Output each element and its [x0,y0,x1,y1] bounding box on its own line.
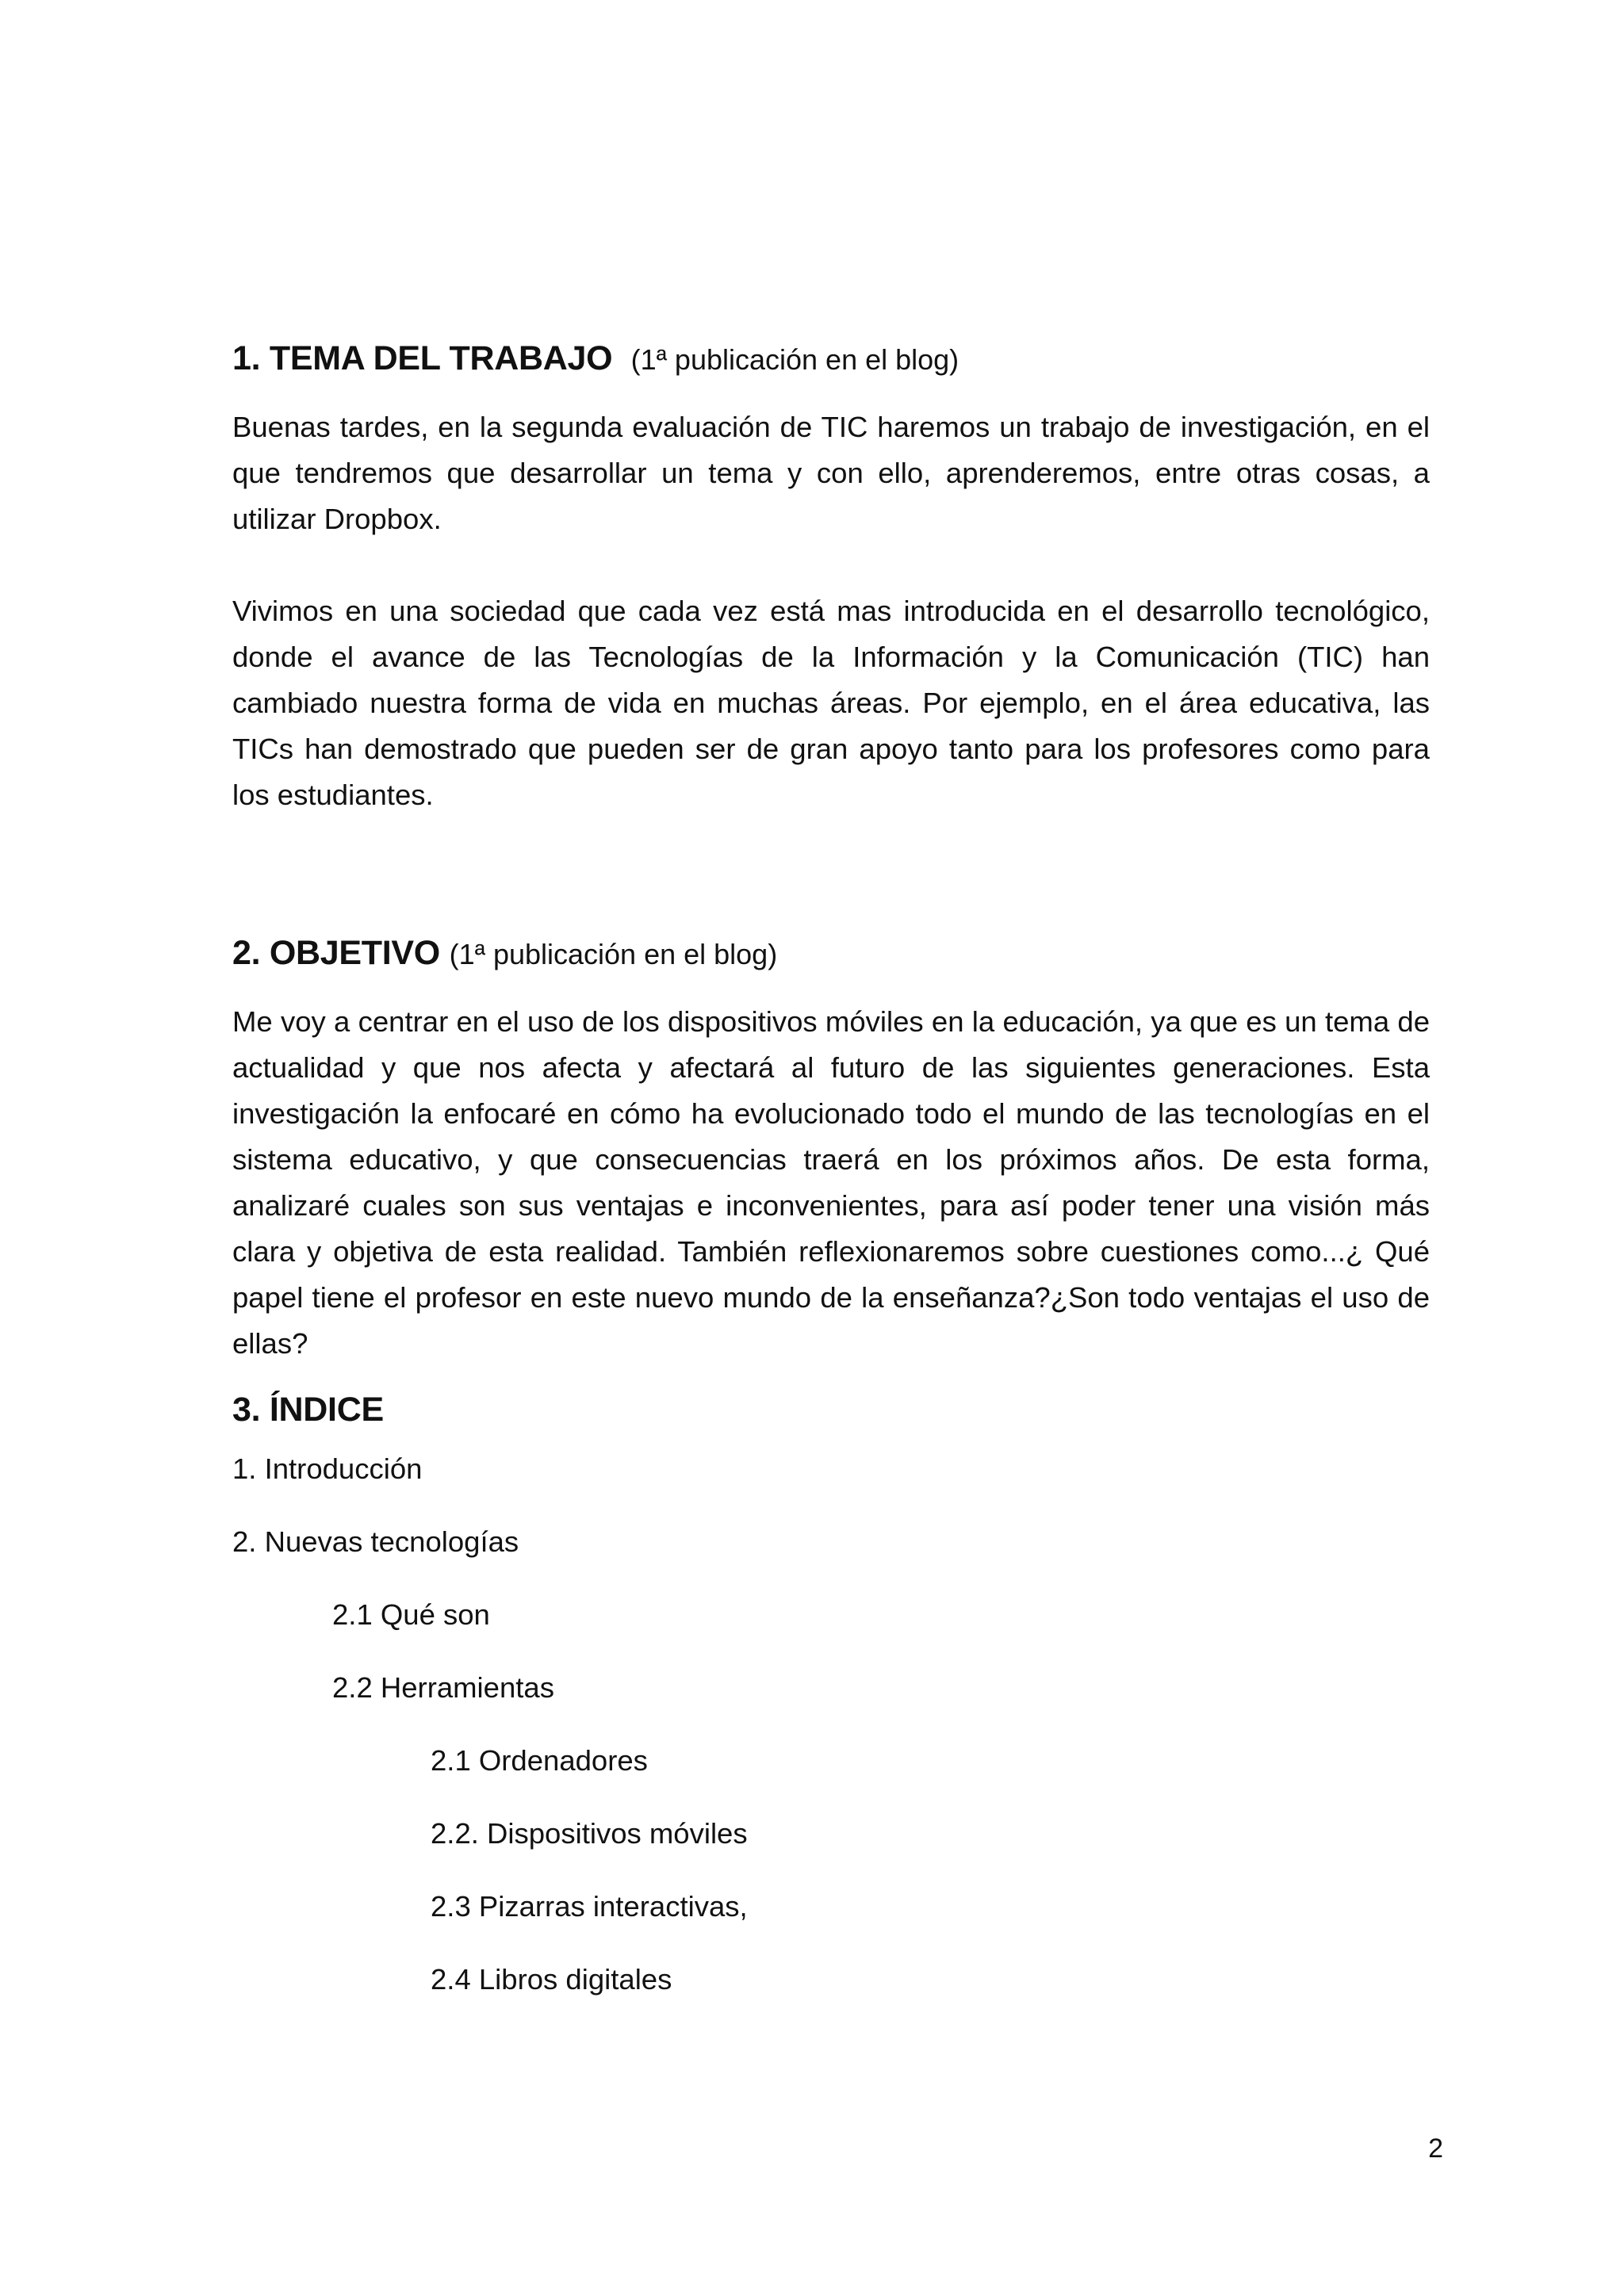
paragraph: Me voy a centrar en el uso de los dispositivos móviles en la educación, ya que es un tema de actualidad y que nos afecta y afectará al futuro de las siguientes generaciones. Esta investigación la enfocaré en cómo ha evolucionado todo el mundo de las tecnologías en el sistema educativo, y que consecuencias traerá en los próximos años. De esta forma, analizaré cuales son sus ventajas e inconvenientes, para así poder tener una visión más clara y objetiva de esta realidad. También reflexionaremos sobre cuestiones como...¿ Qué papel tiene el profesor en este nuevo mundo de la enseñanza?¿Son todo ventajas el uso de ellas? [232,1005,1430,1360]
page-number: 2 [1428,2133,1443,2164]
paragraph: Vivimos en una sociedad que cada vez está mas introducida en el desarrollo tecnológico, donde el avance de las Tecnologías de la Información y la Comunicación (TIC) han cambiado nuestra forma de vida en muchas áreas. Por ejemplo, en el área educativa, las TICs han demostrado que pueden ser de gran apoyo tanto para los profesores como para los estudiantes. [232,595,1430,811]
toc-item: 2.2 Herramientas [332,1671,554,1704]
toc-item: 1. Introducción [232,1452,423,1485]
section-heading-indice [232,1384,1430,1435]
section-subtitle: (1ª publicación en el blog) [449,938,778,970]
paragraph: Buenas tardes, en la segunda evaluación de TIC haremos un trabajo de investigación, en el que tendremos que desarrollar un tema y con ello, aprenderemos, entre otras cosas, a utilizar Dropbox. [232,411,1430,535]
section-heading-objetivo [232,928,1430,980]
section-title: 3. ÍNDICE [232,1391,384,1429]
toc-item: 2.1 Ordenadores [431,1744,648,1777]
section-subtitle: (1ª publicación en el blog) [630,343,959,376]
table-of-contents [232,1446,1430,2003]
section-heading-tema [232,333,1430,385]
toc-item: 2. Nuevas tecnologías [232,1525,519,1558]
page-content [232,333,1430,2030]
toc-item: 2.2. Dispositivos móviles [431,1817,748,1850]
section-title: 1. TEMA DEL TRABAJO [232,339,613,377]
toc-item: 2.1 Qué son [332,1598,490,1631]
toc-item: 2.4 Libros digitales [431,1963,672,1996]
section-title: 2. OBJETIVO [232,934,440,972]
toc-item: 2.3 Pizarras interactivas, [431,1890,748,1923]
